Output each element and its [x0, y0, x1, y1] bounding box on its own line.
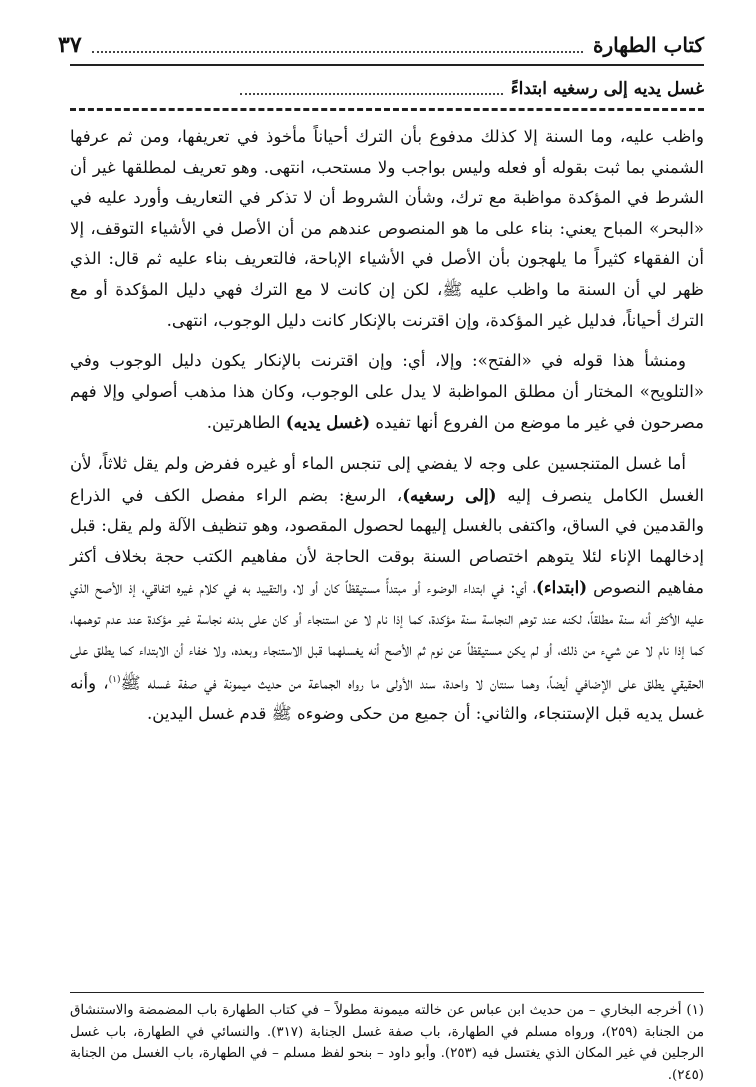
footnote-rule: [70, 992, 704, 993]
section-heading-text: غسل يديه إلى رسغيه ابتداءً: [510, 79, 704, 99]
paragraph: [70, 122, 704, 336]
footnote: [70, 1000, 704, 1086]
paragraph-text: ، أي: في ابتداء الوضوء أو مبتدأً مستيقظاً كان أو لا، والتقييد به في كلام غيره اتفاقي، إذ الأصح الذي عليه الأكثر أنه سنة مطلقاً، لكنه عند توهم النجاسة سنة مؤكدة، كما إذا نام لا عن استنجاء أو كان على بدنه نجاسة غير مؤكدة عند عدم توهمها، كما إذا نام لا عن شيء من ذلك، أو لم يكن مستيقظاً عن نوم ثم الأصح أنه يغسلهما قبل الاستنجاء وبعده، ولا خفاء أن الابتداء كما يطلق على الحقيقي يطلق على الإضافي أيضاً، وهما سنتان لا واحدة، سند الأولى ما رواه الجماعة من حديث ميمونة في صفة غسله ﷺ: [70, 578, 704, 693]
matn-quote: (ابتداء): [536, 577, 588, 598]
page-number: ٣٧: [58, 32, 82, 58]
section-heading: [240, 76, 704, 102]
paragraph: [70, 449, 704, 730]
book-title: كتاب الطهارة: [593, 33, 704, 57]
paragraph-text: ، الرسغ: بضم الراء مفصل الكف في الذراع والقدمين في الساق، واكتفى بالغسل إليهما لحصول المقصود، وهو تنظيف الآلة ولم يقل: قبل إدخالهما الإناء لئلا يتوهم اختصاص السنة بوقت الحاجة لأن مفاهيم الكتب حجة بخلاف أكثر مفاهيم النصوص: [70, 485, 704, 598]
section-dashed-rule: [70, 108, 704, 111]
header-rule: [70, 64, 704, 66]
paragraph-text: الطاهرتين.: [206, 413, 286, 433]
main-text: [70, 122, 704, 740]
paragraph: [70, 346, 704, 439]
footnote-text: (١) أخرجه البخاري – من حديث ابن عباس عن خالته ميمونة مطولاً – في كتاب الطهارة باب المضمضة والاستنشاق من الجنابة (٢٥٩)، ورواه مسلم في الطهارة، باب صفة غسل الجنابة (٣١٧). والنسائي في الطهارة، باب غسل الرجلين في غير المكان الذي يغتسل فيه (٢٥٣). وأبو داود – بنحو لفظ مسلم – في الطهارة، باب الغسل من الجنابة (٢٤٥).: [70, 1003, 704, 1083]
paragraph-text: ، وأنه غسل يديه قبل الإستنجاء، والثاني: أن جميع من حكى وضوءه ﷺ قدم غسل اليدين.: [70, 673, 704, 724]
paragraph-text: أما غسل المتنجسين على وجه لا يفضي إلى تنجس الماء أو غيره ففرض ولم يقل ثلاثاً، لأن الغسل الكامل ينصرف إليه: [70, 453, 704, 505]
matn-quote: (غسل يديه): [285, 412, 371, 433]
paragraph-text: واظب عليه، وما السنة إلا كذلك مدفوع بأن الترك أحياناً مأخوذ في تعريفها، ومن ثم عرفها الشمني بما ثبت بقوله أو فعله وليس بواجب ولا مستحب، انتهى. وهو تعريف لمطلقها غير أن الشرط في المؤكدة مواظبة مع ترك، وشأن الشروط أن لا تذكر في التعاريف وأورد عليه في «البحر» المباح يعني: بناء على ما هو المنصوص عندهم من أن الأصل في الأشياء التوقف، إلا أن الفقهاء كثيراً ما يلهجون بأن الأصل في الأشياء الإباحة، فالتعريف بناء عليه ثم قال: الذي ظهر لي أن السنة ما واظب عليه ﷺ، لكن إن كانت لا مع الترك فهي دليل المؤكدة أو مع الترك أحياناً، فدليل غير المؤكدة، وإن اقترنت بالإنكار كانت دليل الوجوب، انتهى.: [70, 127, 704, 330]
matn-quote: (إلى رسغيه): [402, 484, 497, 505]
paragraph-text: ومنشأ هذا قوله في «الفتح»: وإلا، أي: وإن اقترنت بالإنكار يكون دليل الوجوب وفي «التلويح» المختار أن مطلق المواظبة لا يدل على الوجوب، وكان هذا مذهب أصولي وإلا فهم مصرحون في غير ما موضع من الفروع أنها تفيده: [70, 351, 704, 433]
footnote-marker[interactable]: (١): [108, 675, 121, 686]
section-leader-dots: [240, 93, 503, 95]
running-header: [58, 30, 704, 60]
header-leader-dots: [92, 50, 583, 53]
